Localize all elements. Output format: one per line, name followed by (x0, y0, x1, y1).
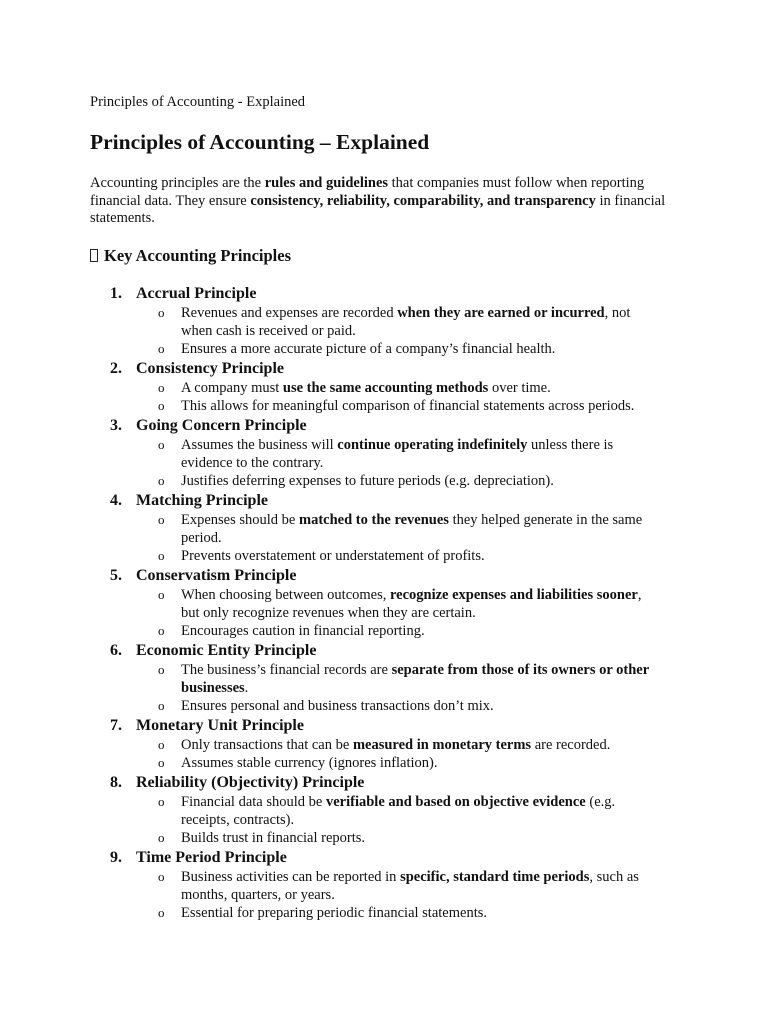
bullet-icon: o (158, 305, 165, 320)
text-run: (e.g. receipts, contracts). (181, 794, 616, 828)
principle-number: 6. (110, 642, 122, 659)
text-run: Essential for preparing periodic financial statements. (181, 905, 488, 921)
bold-text-run: when they are earned or incurred (397, 305, 605, 321)
sub-point (136, 340, 659, 358)
bullet-icon: o (158, 341, 165, 356)
sub-point (136, 829, 659, 847)
bullet-icon: o (158, 548, 165, 563)
principle-item (90, 715, 690, 772)
principle-number: 7. (110, 717, 122, 734)
principle-item (90, 772, 690, 847)
principle-title: Conservatism Principle (136, 567, 297, 584)
text-run: Prevents overstatement or understatement of profits. (181, 548, 485, 564)
principle-number: 4. (110, 492, 122, 509)
sub-point-list (136, 736, 690, 772)
bullet-icon: o (158, 623, 165, 638)
bullet-icon: o (158, 380, 165, 395)
principle-title: Matching Principle (136, 492, 268, 509)
text-run: . (244, 680, 249, 696)
sub-point (136, 754, 659, 772)
bold-text-run: verifiable and based on objective evidence (325, 794, 586, 810)
principle-title: Going Concern Principle (136, 417, 307, 434)
sub-point (136, 622, 659, 640)
text-run: that companies must follow when reporting financial data. They ensure (90, 175, 645, 209)
text-run: Encourages caution in financial reporting. (181, 623, 425, 639)
sub-point (136, 397, 659, 415)
bullet-icon: o (158, 830, 165, 845)
text-run: Assumes stable currency (ignores inflation). (181, 755, 438, 771)
principle-number: 8. (110, 774, 122, 791)
sub-point-list (136, 511, 690, 565)
principle-number: 5. (110, 567, 122, 584)
text-run: Assumes the business will (181, 437, 338, 453)
bold-text-run: specific, standard time periods (400, 869, 590, 885)
text-run: Only transactions that can be (181, 737, 353, 753)
text-run: , such as months, quarters, or years. (181, 869, 639, 903)
principle-item (90, 415, 690, 490)
text-run: Builds trust in financial reports. (181, 830, 366, 846)
bullet-icon: o (158, 869, 165, 884)
bold-text-run: consistency, reliability, comparability, and transparency (250, 192, 596, 209)
text-run: Expenses should be (181, 512, 299, 528)
bold-text-run: use the same accounting methods (282, 380, 489, 396)
text-run: , not when cash is received or paid. (181, 305, 631, 339)
principle-title: Time Period Principle (136, 849, 287, 866)
bullet-icon: o (158, 698, 165, 713)
text-run: are recorded. (531, 737, 611, 753)
sub-point-list (136, 793, 690, 847)
principle-item (90, 565, 690, 640)
principle-item (90, 640, 690, 715)
sub-point (136, 661, 659, 697)
principle-title: Accrual Principle (136, 285, 257, 302)
principle-title: Economic Entity Principle (136, 642, 317, 659)
sub-point (136, 379, 659, 397)
bullet-icon: o (158, 905, 165, 920)
principle-title: Consistency Principle (136, 360, 284, 377)
bullet-icon: o (158, 473, 165, 488)
text-run: Revenues and expenses are recorded (181, 305, 398, 321)
sub-point-list (136, 661, 690, 715)
unrendered-glyph-icon (90, 249, 98, 262)
sub-point (136, 697, 659, 715)
section-heading (90, 245, 291, 267)
text-run: The business’s financial records are (181, 662, 392, 678)
principle-number: 9. (110, 849, 122, 866)
principle-number: 1. (110, 285, 122, 302)
bullet-icon: o (158, 512, 165, 527)
principle-title: Reliability (Objectivity) Principle (136, 774, 365, 791)
text-run: Ensures a more accurate picture of a company’s financial health. (181, 341, 556, 357)
principle-number: 2. (110, 360, 122, 377)
text-run: they helped generate in the same period. (181, 512, 643, 546)
text-run: A company must (181, 380, 283, 396)
sub-point (136, 736, 659, 754)
sub-point (136, 793, 659, 829)
principle-item (90, 490, 690, 565)
sub-point (136, 472, 659, 490)
sub-point (136, 304, 659, 340)
bold-text-run: measured in monetary terms (352, 737, 532, 753)
bold-text-run: continue operating indefinitely (337, 437, 528, 453)
sub-point (136, 511, 659, 547)
bullet-icon: o (158, 662, 165, 677)
bullet-icon: o (158, 737, 165, 752)
principle-title: Monetary Unit Principle (136, 717, 304, 734)
text-run: Ensures personal and business transactions don’t mix. (181, 698, 494, 714)
intro-paragraph (90, 175, 680, 228)
page-title: Principles of Accounting – Explained (90, 130, 430, 154)
text-run: Justifies deferring expenses to future periods (e.g. depreciation). (181, 473, 554, 489)
sub-point (136, 904, 659, 922)
section-heading-text: Key Accounting Principles (104, 246, 291, 265)
principle-item (90, 283, 690, 358)
sub-point (136, 436, 659, 472)
text-run: in financial statements. (90, 192, 666, 226)
bullet-icon: o (158, 755, 165, 770)
text-run: unless there is evidence to the contrary. (181, 437, 614, 471)
bullet-icon: o (158, 398, 165, 413)
principle-item (90, 847, 690, 922)
bold-text-run: separate from those of its owners or other businesses (181, 662, 649, 696)
text-run: Financial data should be (181, 794, 326, 810)
principle-number: 3. (110, 417, 122, 434)
text-run: Accounting principles are the (90, 175, 265, 191)
sub-point-list (136, 868, 690, 922)
sub-point-list (136, 436, 690, 490)
sub-point-list (136, 379, 690, 415)
text-run: This allows for meaningful comparison of financial statements across periods. (181, 398, 635, 414)
text-run: Business activities can be reported in (181, 869, 401, 885)
running-header: Principles of Accounting - Explained (90, 94, 306, 110)
principle-item (90, 358, 690, 415)
text-run: , but only recognize revenues when they are certain. (181, 587, 642, 621)
bold-text-run: recognize expenses and liabilities sooner (389, 587, 638, 603)
sub-point-list (136, 304, 690, 358)
text-run: over time. (488, 380, 551, 396)
principles-list (90, 283, 690, 922)
text-run: When choosing between outcomes, (181, 587, 390, 603)
bullet-icon: o (158, 794, 165, 809)
sub-point (136, 868, 659, 904)
bullet-icon: o (158, 437, 165, 452)
bold-text-run: matched to the revenues (299, 512, 449, 528)
sub-point (136, 547, 659, 565)
bold-text-run: rules and guidelines (264, 175, 389, 191)
sub-point (136, 586, 659, 622)
bullet-icon: o (158, 587, 165, 602)
sub-point-list (136, 586, 690, 640)
